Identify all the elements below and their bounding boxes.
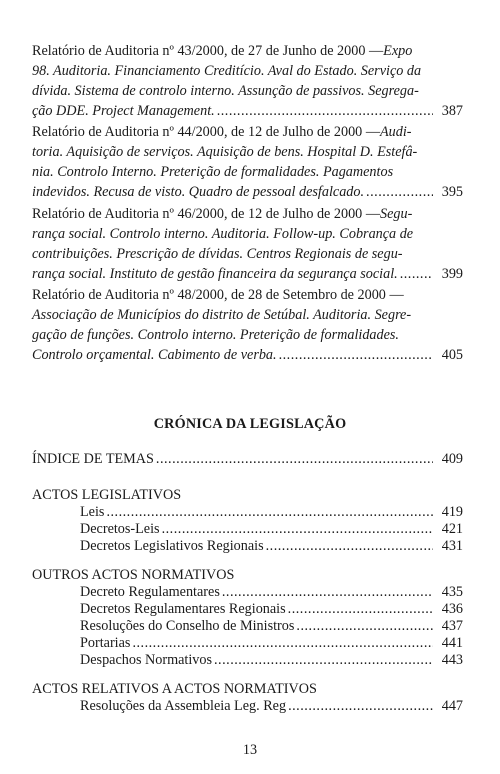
toc-label: Decretos Regulamentares Regionais bbox=[80, 601, 286, 617]
page-ref: 419 bbox=[441, 504, 463, 520]
toc-label: Resoluções da Assembleia Leg. Reg bbox=[80, 698, 287, 714]
entry-italic-line: Controlo orçamental. Cabimento de verba. bbox=[32, 347, 277, 363]
dot-leader bbox=[366, 182, 433, 202]
entry-italic-line: Audi- bbox=[380, 124, 412, 140]
entry-heading: Relatório de Auditoria nº 44/2000, de 12 de Julho de 2000 — bbox=[32, 124, 381, 140]
toc-label: Resoluções do Conselho de Ministros bbox=[80, 618, 295, 634]
toc-entry-report-43 bbox=[32, 41, 463, 121]
entry-heading: Relatório de Auditoria nº 46/2000, de 12 de Julho de 2000 — bbox=[32, 206, 381, 222]
entry-italic-line: Segu- bbox=[380, 206, 413, 222]
group-title: OUTROS ACTOS NORMATIVOS bbox=[32, 567, 235, 583]
toc-row bbox=[80, 696, 463, 716]
entry-italic-line: rança social. Controlo interno. Auditoria. Follow-up. Cobrança de bbox=[32, 226, 414, 242]
group-title: ACTOS RELATIVOS A ACTOS NORMATIVOS bbox=[32, 681, 317, 697]
toc-row-indice bbox=[32, 449, 463, 469]
entry-italic-line: 98. Auditoria. Financiamento Creditício. Aval do Estado. Serviço da bbox=[32, 63, 422, 79]
page-ref: 409 bbox=[441, 451, 463, 467]
entry-heading: Relatório de Auditoria nº 43/2000, de 27 de Junho de 2000 — bbox=[32, 43, 384, 59]
toc-label: Decreto Regulamentares bbox=[80, 584, 220, 600]
section-title: CRÓNICA DA LEGISLAÇÃO bbox=[153, 416, 347, 432]
toc-row bbox=[80, 536, 463, 556]
toc-entry-report-46 bbox=[32, 204, 463, 284]
entry-italic-line: Associação de Municípios do distrito de Setúbal. Auditoria. Segre- bbox=[32, 307, 412, 323]
page-ref: 421 bbox=[441, 521, 463, 537]
page-ref: 447 bbox=[441, 698, 463, 714]
entry-italic-line: gação de funções. Controlo interno. Preterição de formalidades. bbox=[32, 327, 399, 343]
entry-italic-line: contribuições. Prescrição de dívidas. Centros Regionais de segu- bbox=[32, 246, 403, 262]
entry-italic-line: nia. Controlo Interno. Preterição de formalidades. Pagamentos bbox=[32, 164, 394, 180]
page-ref: 443 bbox=[441, 652, 463, 668]
page-ref: 399 bbox=[441, 266, 463, 282]
dot-leader bbox=[266, 536, 433, 556]
dot-leader bbox=[156, 449, 433, 469]
page-ref: 387 bbox=[441, 103, 463, 119]
page-ref: 436 bbox=[441, 601, 463, 617]
page-number: 13 bbox=[242, 742, 258, 758]
dot-leader bbox=[214, 650, 433, 670]
page-ref: 405 bbox=[441, 347, 463, 363]
dot-leader bbox=[400, 264, 433, 284]
entry-italic-line: Expo bbox=[383, 43, 413, 59]
toc-entry-report-44 bbox=[32, 122, 463, 202]
entry-italic-line: rança social. Instituto de gestão financeira da segurança social. bbox=[32, 266, 398, 282]
entry-italic-line: ção DDE. Project Management. bbox=[32, 103, 215, 119]
toc-label: Decretos Legislativos Regionais bbox=[80, 538, 264, 554]
page-ref: 437 bbox=[441, 618, 463, 634]
dot-leader bbox=[288, 696, 433, 716]
page-ref: 441 bbox=[441, 635, 463, 651]
entry-italic-line: toria. Aquisição de serviços. Aquisição de bens. Hospital D. Estefâ- bbox=[32, 144, 418, 160]
page-ref: 431 bbox=[441, 538, 463, 554]
toc-label: Leis bbox=[80, 504, 105, 520]
dot-leader bbox=[279, 345, 433, 365]
dot-leader bbox=[217, 101, 433, 121]
entry-italic-line: dívida. Sistema de controlo interno. Assunção de passivos. Segrega- bbox=[32, 83, 419, 99]
toc-label: Portarias bbox=[80, 635, 131, 651]
toc-entry-report-48 bbox=[32, 285, 463, 365]
entry-heading: Relatório de Auditoria nº 48/2000, de 28 de Setembro de 2000 — bbox=[32, 287, 404, 303]
toc-row bbox=[80, 650, 463, 670]
toc-label: Despachos Normativos bbox=[80, 652, 212, 668]
entry-italic-line: indevidos. Recusa de visto. Quadro de pessoal desfalcado. bbox=[32, 184, 365, 200]
group-title: ACTOS LEGISLATIVOS bbox=[32, 487, 182, 503]
toc-label: Decretos-Leis bbox=[80, 521, 160, 537]
page-ref: 435 bbox=[441, 584, 463, 600]
page-ref: 395 bbox=[441, 184, 463, 200]
toc-label: ÍNDICE DE TEMAS bbox=[32, 451, 154, 467]
